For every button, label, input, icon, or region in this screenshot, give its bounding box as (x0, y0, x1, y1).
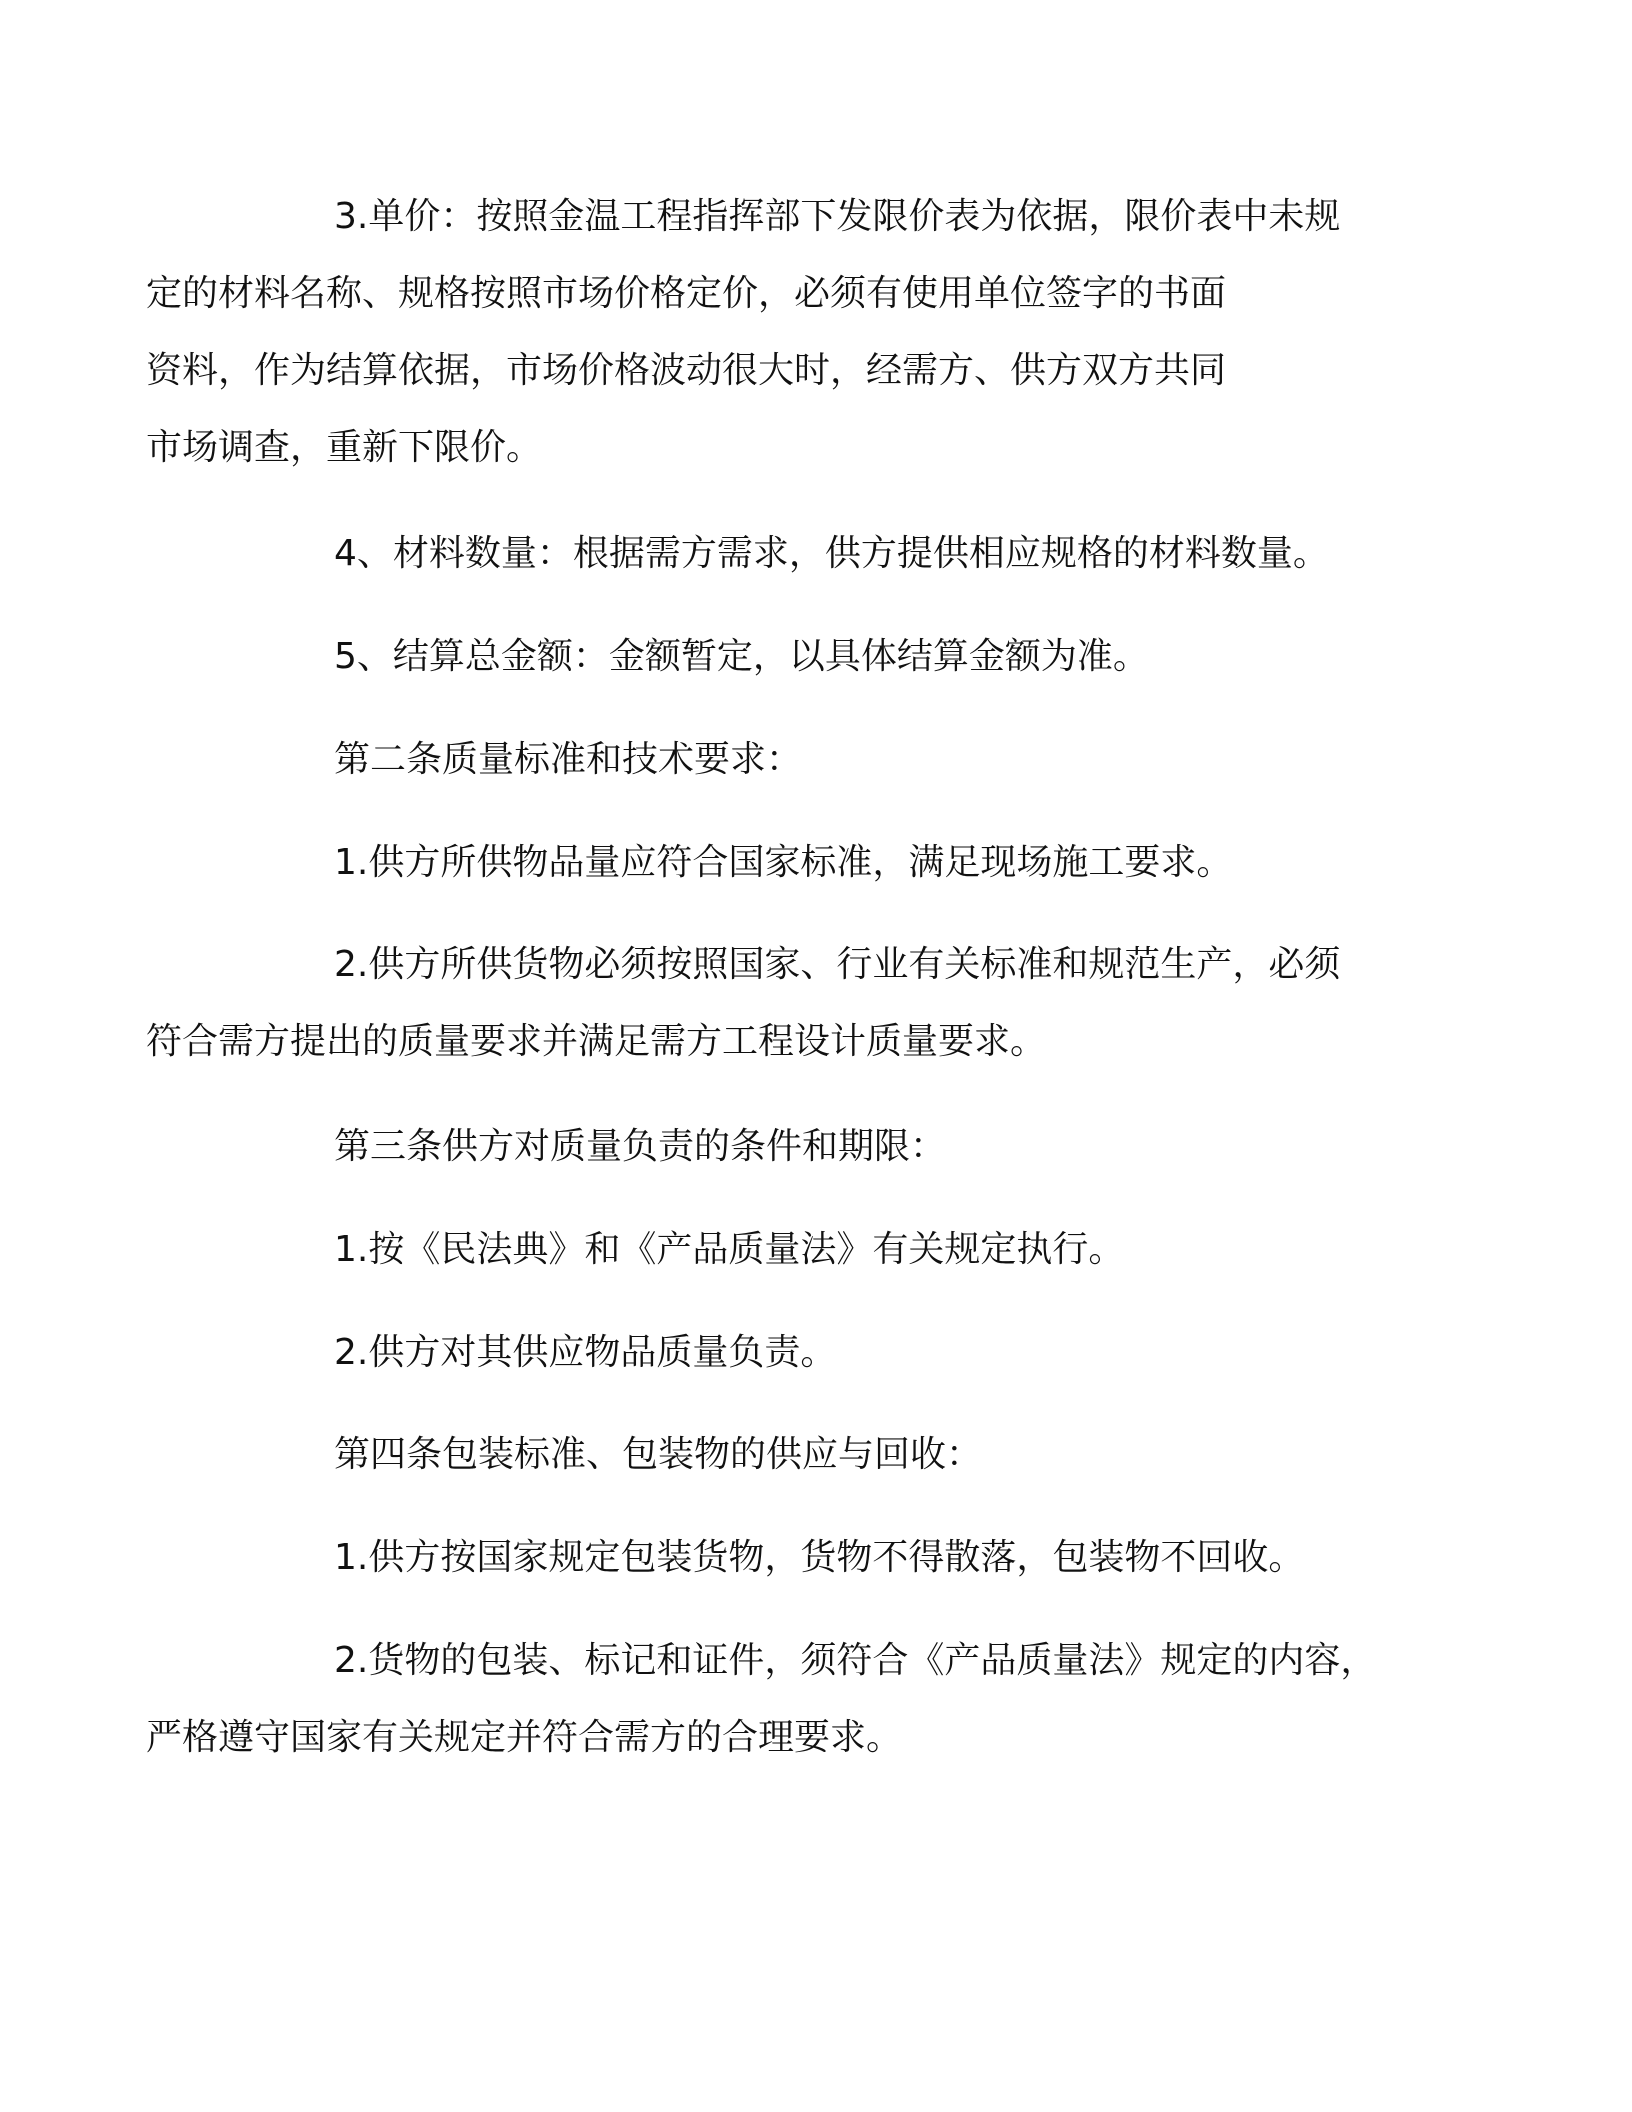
paragraph-total-amount (240, 618, 1400, 695)
text-line: 定的材料名称、规格按照市场价格定价，必须有使用单位签字的书面 (146, 273, 1227, 314)
text-line: 1.供方所供物品量应符合国家标准，满足现场施工要求。 (334, 842, 1233, 883)
paragraph-unit-price (146, 178, 1400, 486)
paragraph-2-2 (146, 926, 1400, 1080)
text-line: 1.供方按国家规定包装货物，货物不得散落，包装物不回收。 (334, 1537, 1305, 1578)
text-line: 第三条供方对质量负责的条件和期限： (334, 1126, 947, 1167)
text-line: 2.供方对其供应物品质量负责。 (334, 1332, 837, 1373)
heading-article-2 (240, 721, 1400, 798)
heading-article-3 (240, 1108, 1400, 1185)
paragraph-quantity (240, 515, 1400, 592)
paragraph-3-1 (240, 1211, 1400, 1288)
text-line: 严格遵守国家有关规定并符合需方的合理要求。 (146, 1717, 903, 1758)
text-line: 1.按《民法典》和《产品质量法》有关规定执行。 (334, 1229, 1125, 1270)
text-line: 5、结算总金额：金额暂定，以具体结算金额为准。 (334, 636, 1149, 677)
paragraph-4-1 (240, 1519, 1400, 1596)
text-line: 2.货物的包装、标记和证件，须符合《产品质量法》规定的内容， (334, 1640, 1377, 1681)
text-line: 资料，作为结算依据，市场价格波动很大时，经需方、供方双方共同 (146, 350, 1227, 391)
text-line: 市场调查，重新下限价。 (146, 427, 543, 468)
text-line: 2.供方所供货物必须按照国家、行业有关标准和规范生产，必须 (334, 944, 1341, 985)
text-line: 符合需方提出的质量要求并满足需方工程设计质量要求。 (146, 1021, 1047, 1062)
paragraph-3-2 (240, 1314, 1400, 1391)
heading-article-4 (240, 1416, 1400, 1493)
paragraph-2-1 (240, 824, 1400, 901)
text-line: 第四条包装标准、包装物的供应与回收： (334, 1434, 983, 1475)
text-line: 第二条质量标准和技术要求： (334, 739, 803, 780)
paragraph-4-2 (146, 1622, 1400, 1776)
text-line: 4、材料数量：根据需方需求，供方提供相应规格的材料数量。 (334, 533, 1329, 574)
text-line: 3.单价：按照金温工程指挥部下发限价表为依据，限价表中未规 (334, 196, 1341, 237)
